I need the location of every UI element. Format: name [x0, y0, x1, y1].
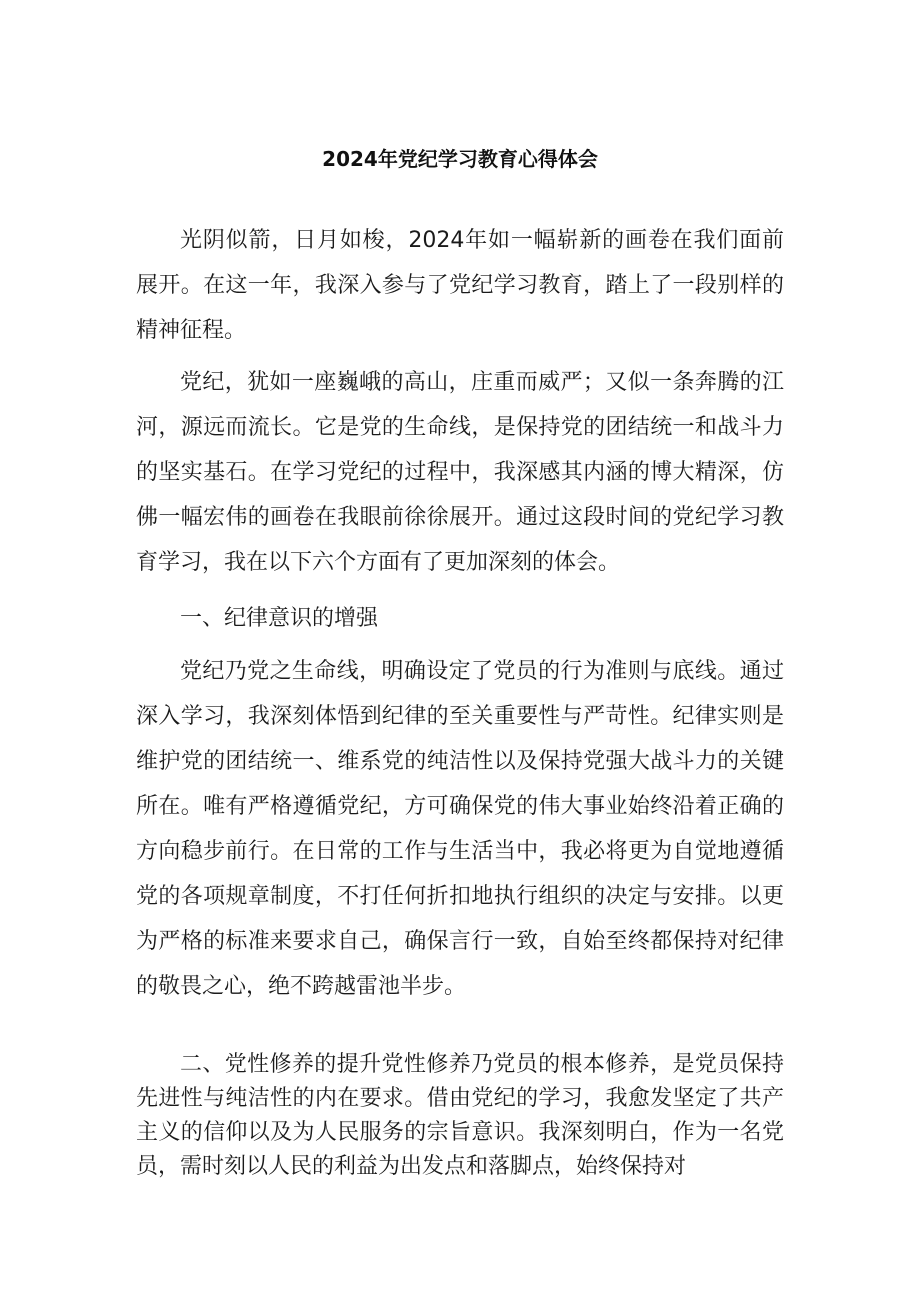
paragraph-discipline-awareness: 党纪乃党之生命线，明确设定了党员的行为准则与底线。通过深入学习，我深刻体悟到纪律的至关重要性与严苛性。纪律实则是维护党的团结统一、维系党的纯洁性以及保持党强大战斗力的关键所在。唯有严格遵循党纪，方可确保党的伟大事业始终沿着正确的方向稳步前行。在日常的工作与生活当中，我必将更为自觉地遵循党的各项规章制度，不打任何折扣地执行组织的决定与安排。以更为严格的标准来要求自己，确保言行一致，自始至终都保持对纪律的敬畏之心，绝不跨越雷池半步。: [136, 659, 784, 999]
paragraph-party-spirit: 二、党性修养的提升党性修养乃党员的根本修养，是党员保持先进性与纯洁性的内在要求。借由党纪的学习，我愈发坚定了共产主义的信仰以及为人民服务的宗旨意识。我深刻明白，作为一名党员，需时刻以人民的利益为出发点和落脚点，始终保持对: [136, 1052, 784, 1179]
paragraph-party-discipline: 党纪，犹如一座巍峨的高山，庄重而威严；又似一条奔腾的江河，源远而流长。它是党的生命线，是保持党的团结统一和战斗力的坚实基石。在学习党纪的过程中，我深感其内涵的博大精深，仿佛一幅宏伟的画卷在我眼前徐徐展开。通过这段时间的党纪学习教育学习，我在以下六个方面有了更加深刻的体会。: [136, 370, 784, 575]
paragraph-intro: 光阴似箭，日月如梭，2024年如一幅崭新的画卷在我们面前展开。在这一年，我深入参与了党纪学习教育，踏上了一段别样的精神征程。: [136, 228, 784, 343]
document-title: 2024年党纪学习教育心得体会: [322, 147, 598, 171]
section-heading-discipline-awareness: 一、纪律意识的增强: [180, 606, 379, 631]
